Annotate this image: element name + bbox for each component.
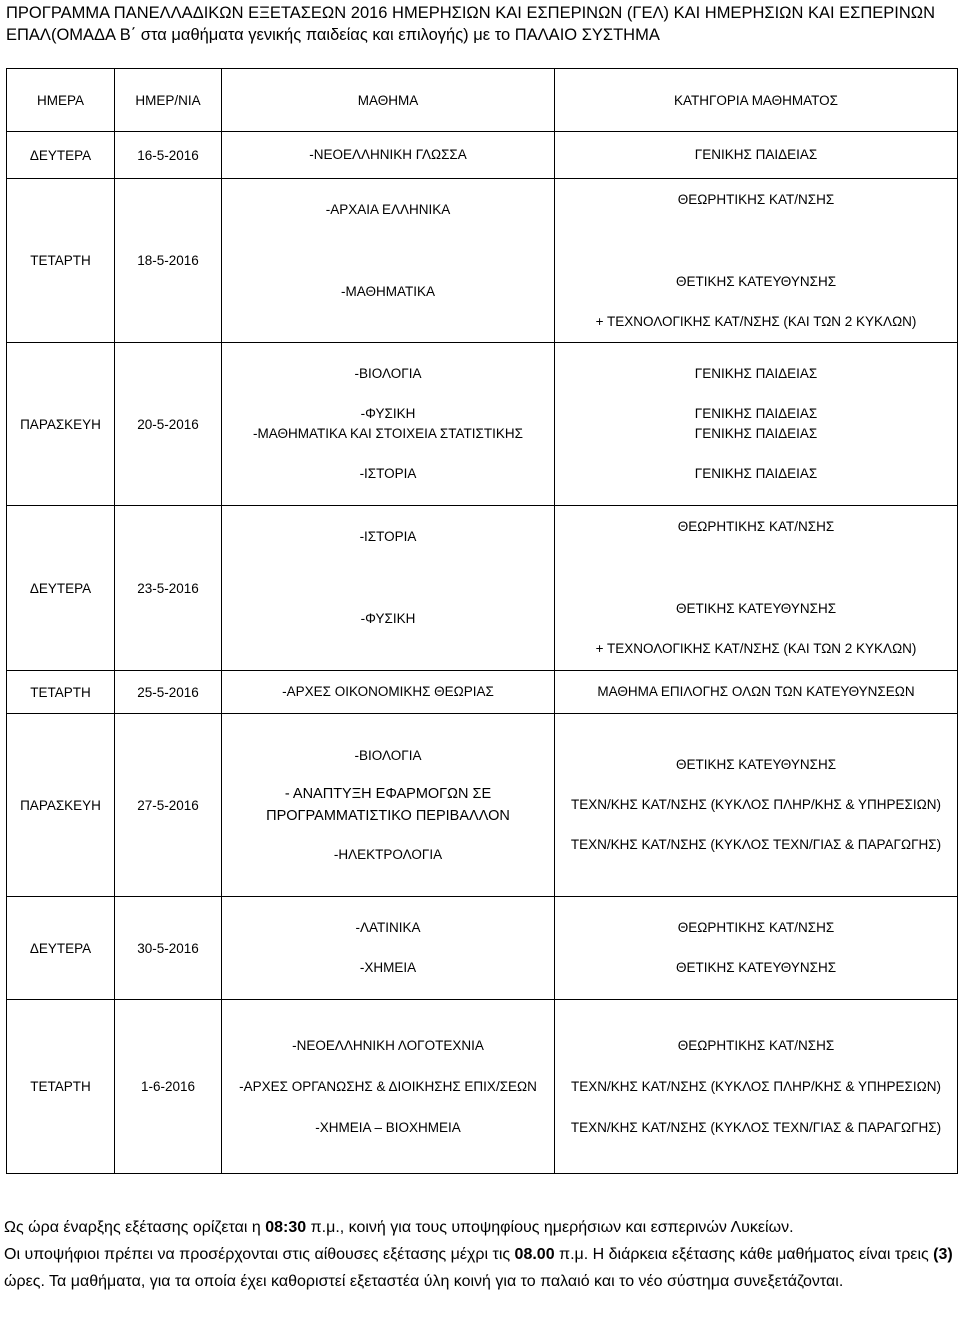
- note-text: ώρες. Τα μαθήματα, για τα οποία έχει καθοριστεί εξεταστέα ύλη κοινή για το παλαιό και το νέο σύστημα συνεξετάζονται.: [4, 1273, 844, 1290]
- day-cell: ΠΑΡΑΣΚΕΥΗ: [7, 343, 115, 506]
- category-cell: [555, 897, 958, 1000]
- category-cell: [555, 714, 958, 897]
- table-row: [7, 179, 958, 343]
- note-arrival-duration: [4, 1241, 956, 1295]
- subject-line: -ΒΙΟΛΟΓΙΑ: [354, 366, 422, 381]
- day-cell: ΔΕΥΤΕΡΑ: [7, 506, 115, 671]
- category-line: ΤΕΧΝ/ΚΗΣ ΚΑΤ/ΝΣΗΣ (ΚΥΚΛΟΣ ΠΛΗΡ/ΚΗΣ & ΥΠΗΡΕΣΙΩΝ): [571, 1078, 941, 1094]
- table-row: [7, 506, 958, 671]
- category-line: ΓΕΝΙΚΗΣ ΠΑΙΔΕΙΑΣ: [694, 426, 818, 441]
- subject-cell: [222, 132, 555, 179]
- day-cell: ΤΕΤΑΡΤΗ: [7, 1000, 115, 1174]
- subject-line: -ΧΗΜΕΙΑ – ΒΙΟΧΗΜΕΙΑ: [315, 1119, 461, 1135]
- exam-notes: [4, 1214, 956, 1295]
- category-line: ΓΕΝΙΚΗΣ ΠΑΙΔΕΙΑΣ: [694, 147, 818, 162]
- subject-line: -ΜΑΘΗΜΑΤΙΚΑ ΚΑΙ ΣΤΟΙΧΕΙΑ ΣΤΑΤΙΣΤΙΚΗΣ: [253, 426, 523, 441]
- category-line: ΓΕΝΙΚΗΣ ΠΑΙΔΕΙΑΣ: [694, 406, 818, 421]
- day-cell: ΔΕΥΤΕΡΑ: [7, 132, 115, 179]
- subject-line: -ΝΕΟΕΛΛΗΝΙΚΗ ΓΛΩΣΣΑ: [309, 147, 467, 162]
- category-line: ΓΕΝΙΚΗΣ ΠΑΙΔΕΙΑΣ: [694, 366, 818, 381]
- subject-line: -ΙΣΤΟΡΙΑ: [359, 529, 417, 544]
- subject-line: -ΛΑΤΙΝΙΚΑ: [355, 920, 421, 935]
- start-time-value: 08:30: [265, 1219, 307, 1236]
- subject-line: ΠΡΟΓΡΑΜΜΑΤΙΣΤΙΚΟ ΠΕΡΙΒΑΛΛΟΝ: [266, 807, 510, 824]
- subject-line: -ΗΛΕΚΤΡΟΛΟΓΙΑ: [333, 846, 443, 862]
- header-category: ΚΑΤΗΓΟΡΙΑ ΜΑΘΗΜΑΤΟΣ: [555, 69, 958, 132]
- header-day: ΗΜΕΡΑ: [7, 69, 115, 132]
- note-text: π.μ., κοινή για τους υποψηφίους ημερήσιων και εσπερινών Λυκείων.: [306, 1219, 794, 1236]
- category-line: ΓΕΝΙΚΗΣ ΠΑΙΔΕΙΑΣ: [694, 466, 818, 481]
- subject-cell: [222, 1000, 555, 1174]
- category-line: ΘΕΤΙΚΗΣ ΚΑΤΕΥΘΥΝΣΗΣ: [675, 273, 837, 289]
- date-cell: 30-5-2016: [115, 897, 222, 1000]
- day-cell: ΠΑΡΑΣΚΕΥΗ: [7, 714, 115, 897]
- subject-line: -ΦΥΣΙΚΗ: [360, 406, 416, 421]
- subject-line: -ΧΗΜΕΙΑ: [359, 960, 417, 975]
- category-line: ΘΕΩΡΗΤΙΚΗΣ ΚΑΤ/ΝΣΗΣ: [677, 191, 835, 207]
- subject-line: -ΜΑΘΗΜΑΤΙΚΑ: [341, 283, 435, 299]
- note-start-time: [4, 1214, 956, 1241]
- subject-line: -ΦΥΣΙΚΗ: [360, 611, 416, 626]
- table-row: [7, 714, 958, 897]
- category-cell: [555, 132, 958, 179]
- category-cell: [555, 179, 958, 343]
- day-cell: ΤΕΤΑΡΤΗ: [7, 671, 115, 714]
- category-line: + ΤΕΧΝΟΛΟΓΙΚΗΣ ΚΑΤ/ΝΣΗΣ (ΚΑΙ ΤΩΝ 2 ΚΥΚΛΩΝ): [595, 641, 917, 656]
- category-line: ΤΕΧΝ/ΚΗΣ ΚΑΤ/ΝΣΗΣ (ΚΥΚΛΟΣ ΠΛΗΡ/ΚΗΣ & ΥΠΗΡΕΣΙΩΝ): [571, 797, 941, 812]
- category-line: ΘΕΩΡΗΤΙΚΗΣ ΚΑΤ/ΝΣΗΣ: [677, 920, 835, 935]
- subject-cell: [222, 179, 555, 343]
- subject-line: -ΝΕΟΕΛΛΗΝΙΚΗ ΛΟΓΟΤΕΧΝΙΑ: [292, 1037, 484, 1053]
- header-date: ΗΜΕΡ/ΝΙΑ: [115, 69, 222, 132]
- date-cell: 23-5-2016: [115, 506, 222, 671]
- category-cell: [555, 506, 958, 671]
- day-cell: ΤΕΤΑΡΤΗ: [7, 179, 115, 343]
- category-cell: [555, 1000, 958, 1174]
- category-line: ΘΕΩΡΗΤΙΚΗΣ ΚΑΤ/ΝΣΗΣ: [677, 519, 835, 534]
- date-cell: 27-5-2016: [115, 714, 222, 897]
- category-cell: [555, 343, 958, 506]
- duration-value: (3): [933, 1246, 953, 1263]
- date-cell: 16-5-2016: [115, 132, 222, 179]
- table-row: [7, 343, 958, 506]
- category-line: ΤΕΧΝ/ΚΗΣ ΚΑΤ/ΝΣΗΣ (ΚΥΚΛΟΣ ΤΕΧΝ/ΓΙΑΣ & ΠΑΡΑΓΩΓΗΣ): [570, 1119, 942, 1135]
- subject-line: -ΑΡΧΕΣ ΟΙΚΟΝΟΜΙΚΗΣ ΘΕΩΡΙΑΣ: [282, 684, 494, 699]
- header-subject: ΜΑΘΗΜΑ: [222, 69, 555, 132]
- exam-schedule-table: [6, 68, 958, 1174]
- date-cell: 20-5-2016: [115, 343, 222, 506]
- subject-line: -ΒΙΟΛΟΓΙΑ: [354, 747, 422, 763]
- category-cell: [555, 671, 958, 714]
- subject-line: -ΑΡΧΑΙΑ ΕΛΛΗΝΙΚΑ: [325, 201, 451, 217]
- table-row: [7, 1000, 958, 1174]
- page-title: ΠΡΟΓΡΑΜΜΑ ΠΑΝΕΛΛΑΔΙΚΩΝ ΕΞΕΤΑΣΕΩΝ 2016 ΗΜΕΡΗΣΙΩΝ ΚΑΙ ΕΣΠΕΡΙΝΩΝ (ΓΕΛ) ΚΑΙ ΗΜΕΡΗΣΙΩΝ ΚΑΙ ΕΣΠΕΡΙΝΩΝ ΕΠΑΛ(ΟΜΑΔΑ Β΄ στα μαθήματα γενικής παιδείας και επιλογής) με το ΠΑΛΑΙΟ ΣΥΣΤΗΜΑ: [6, 4, 936, 44]
- subject-cell: [222, 671, 555, 714]
- table-row: [7, 671, 958, 714]
- subject-line: -ΙΣΤΟΡΙΑ: [359, 466, 417, 481]
- note-text: Οι υποψήφιοι πρέπει να προσέρχονται στις αίθουσες εξέτασης μέχρι τις: [4, 1246, 515, 1263]
- day-cell: ΔΕΥΤΕΡΑ: [7, 897, 115, 1000]
- category-line: ΘΕΤΙΚΗΣ ΚΑΤΕΥΘΥΝΣΗΣ: [675, 757, 837, 772]
- arrival-time-value: 08.00: [514, 1246, 555, 1263]
- table-row: [7, 897, 958, 1000]
- subject-cell: [222, 506, 555, 671]
- category-line: ΘΕΩΡΗΤΙΚΗΣ ΚΑΤ/ΝΣΗΣ: [677, 1037, 835, 1053]
- date-cell: 1-6-2016: [115, 1000, 222, 1174]
- table-row: [7, 132, 958, 179]
- subject-cell: [222, 343, 555, 506]
- date-cell: 25-5-2016: [115, 671, 222, 714]
- category-line: ΤΕΧΝ/ΚΗΣ ΚΑΤ/ΝΣΗΣ (ΚΥΚΛΟΣ ΤΕΧΝ/ΓΙΑΣ & ΠΑΡΑΓΩΓΗΣ): [570, 837, 942, 852]
- subject-line: -ΑΡΧΕΣ ΟΡΓΑΝΩΣΗΣ & ΔΙΟΙΚΗΣΗΣ ΕΠΙΧ/ΣΕΩΝ: [239, 1078, 537, 1094]
- note-text: Ως ώρα έναρξης εξέτασης ορίζεται η: [4, 1219, 266, 1236]
- table-header-row: [7, 69, 958, 132]
- category-line: ΜΑΘΗΜΑ ΕΠΙΛΟΓΗΣ ΟΛΩΝ ΤΩΝ ΚΑΤΕΥΘΥΝΣΕΩΝ: [597, 684, 915, 699]
- subject-cell: [222, 714, 555, 897]
- category-line: ΘΕΤΙΚΗΣ ΚΑΤΕΥΘΥΝΣΗΣ: [675, 601, 837, 616]
- subject-line: - ΑΝΑΠΤΥΞΗ ΕΦΑΡΜΟΓΩΝ ΣΕ: [284, 785, 492, 802]
- subject-cell: [222, 897, 555, 1000]
- category-line: + ΤΕΧΝΟΛΟΓΙΚΗΣ ΚΑΤ/ΝΣΗΣ (ΚΑΙ ΤΩΝ 2 ΚΥΚΛΩΝ): [595, 313, 917, 329]
- note-text: π.μ. Η διάρκεια εξέτασης κάθε μαθήματος είναι τρεις: [554, 1246, 934, 1263]
- date-cell: 18-5-2016: [115, 179, 222, 343]
- category-line: ΘΕΤΙΚΗΣ ΚΑΤΕΥΘΥΝΣΗΣ: [675, 960, 837, 975]
